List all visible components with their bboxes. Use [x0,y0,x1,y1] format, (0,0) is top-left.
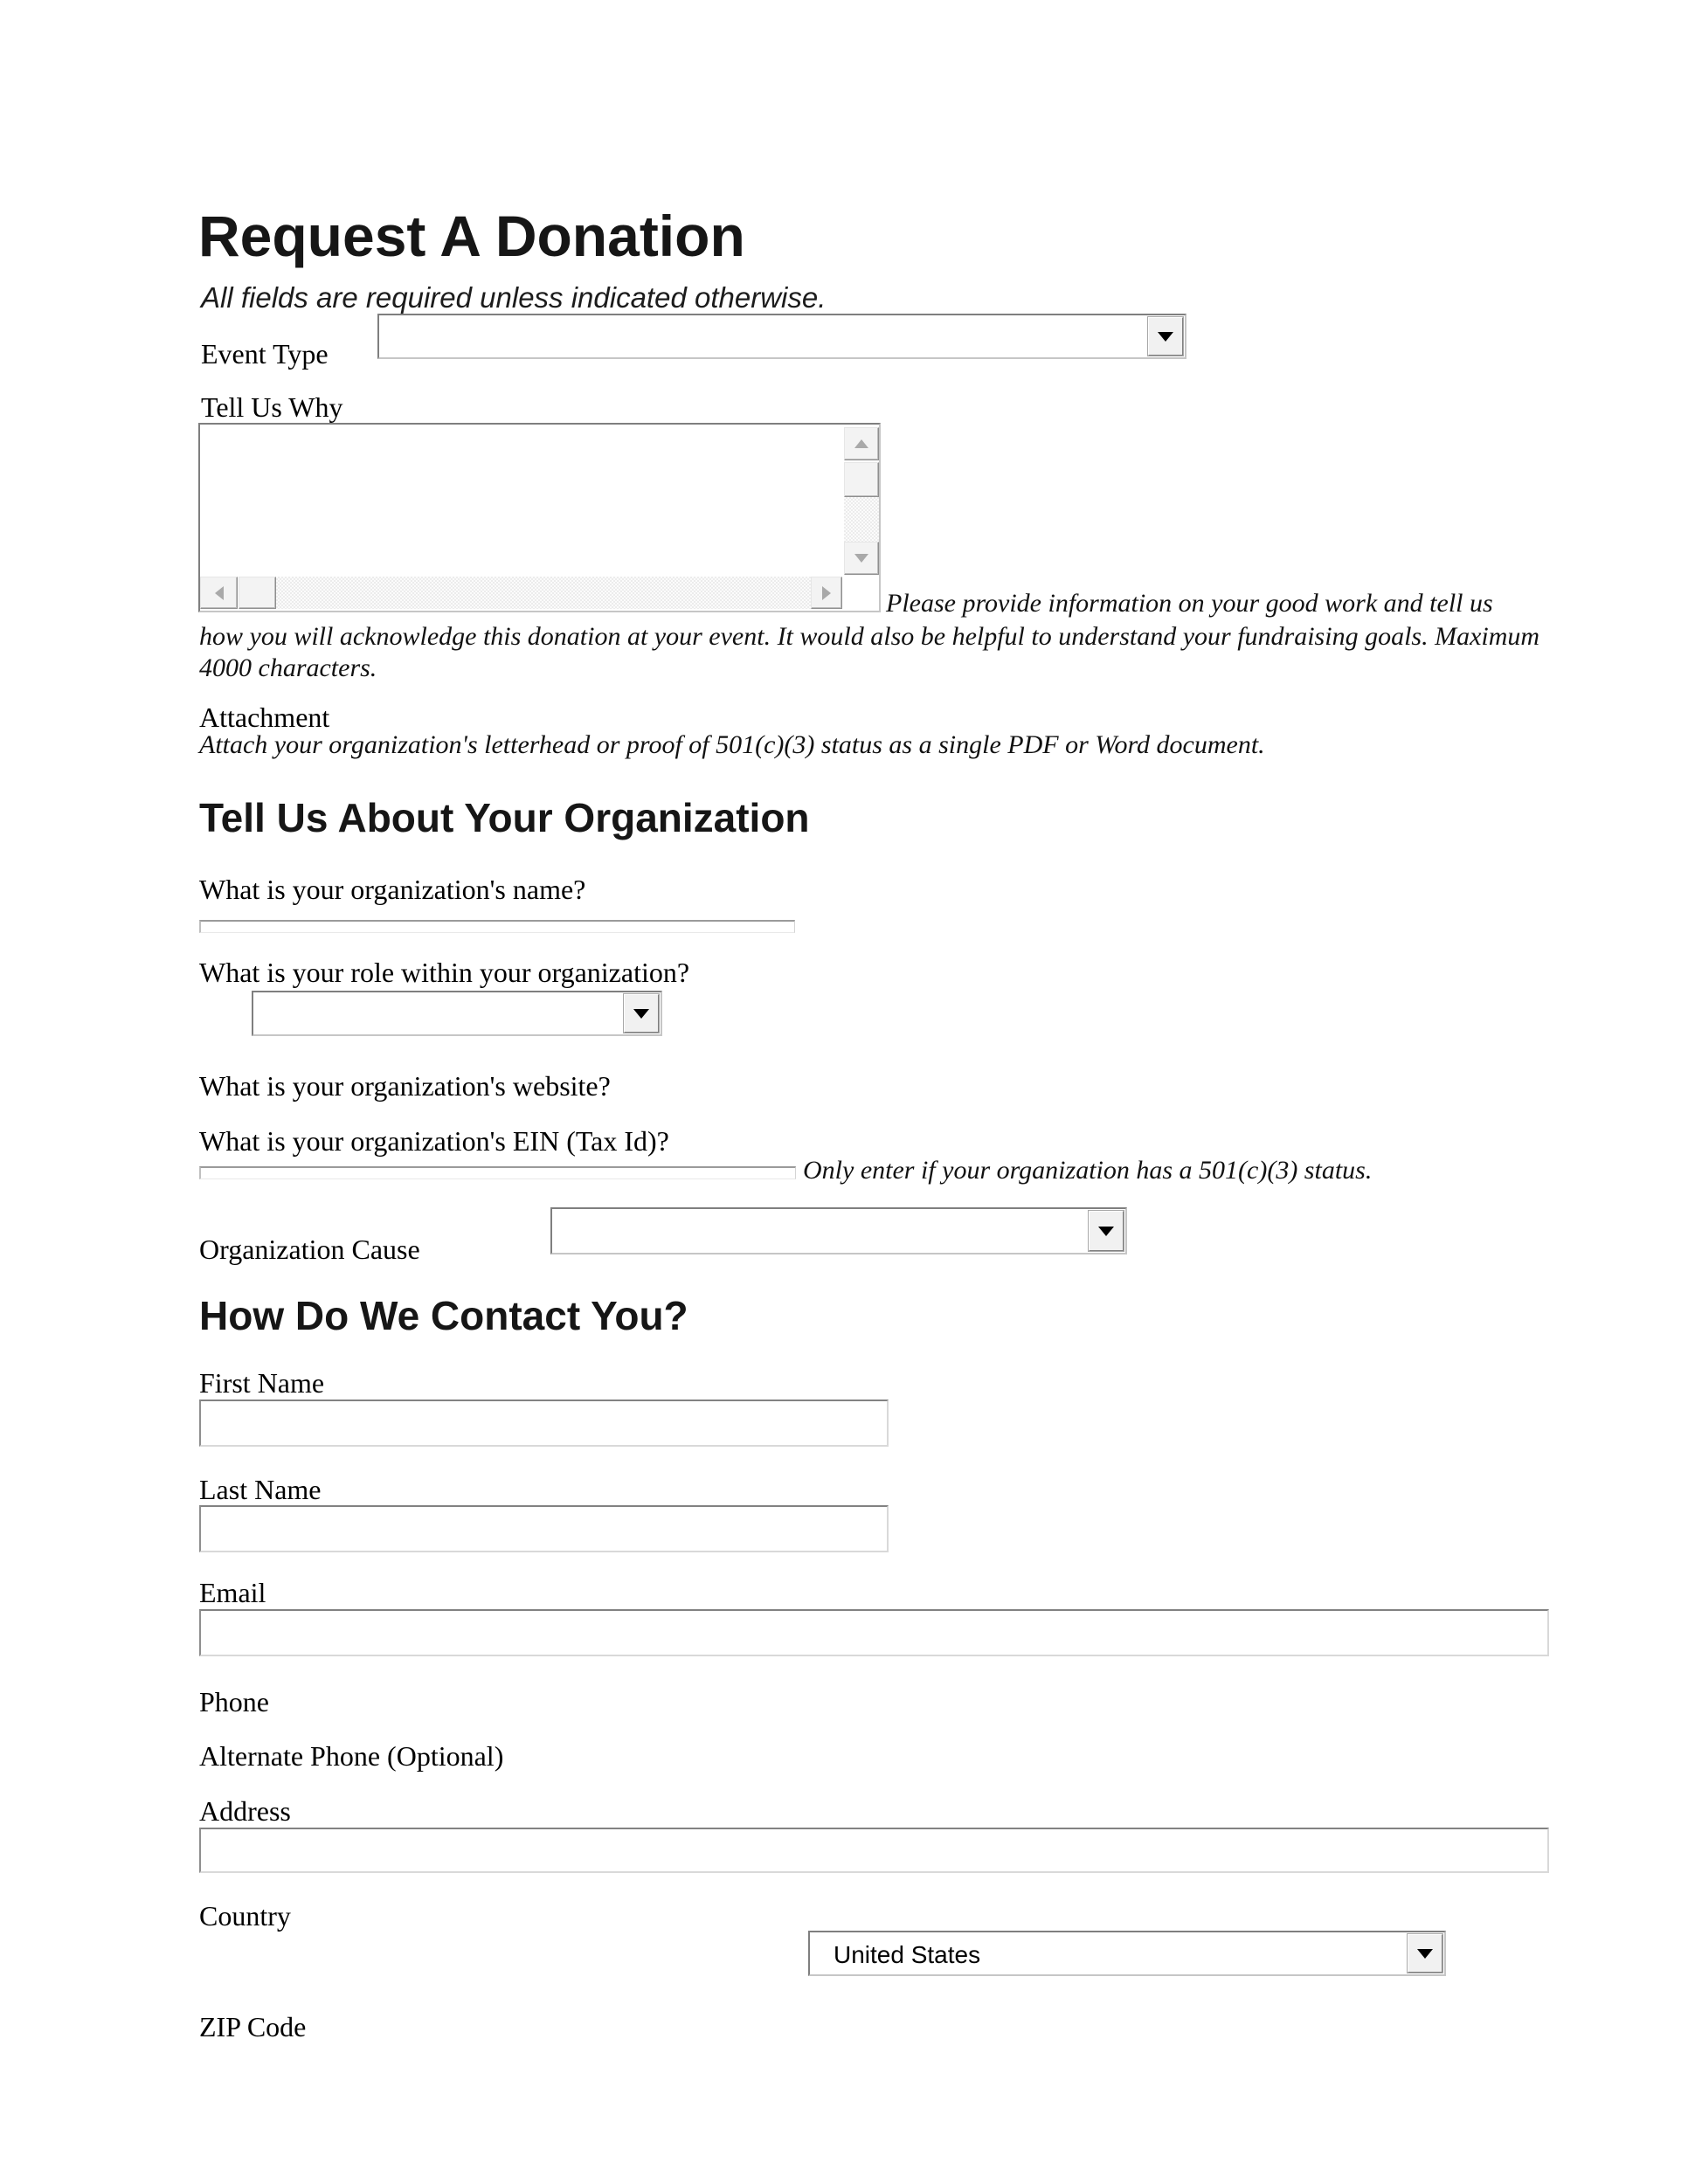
last-name-label: Last Name [199,1474,322,1505]
email-label: Email [199,1577,266,1608]
org-role-select[interactable] [252,991,662,1036]
org-cause-label: Organization Cause [199,1234,420,1265]
arrow-left-icon [215,586,224,600]
org-role-label: What is your role within your organization? [199,957,690,988]
attachment-label: Attachment [199,702,330,733]
address-label: Address [199,1795,291,1827]
org-ein-input[interactable] [199,1166,796,1179]
event-type-label: Event Type [201,338,329,370]
tell-us-why-help-line3: 4000 characters. [199,653,377,682]
contact-section-heading: How Do We Contact You? [199,1293,688,1338]
email-input[interactable] [201,1611,1547,1655]
first-name-field-box [199,1400,889,1447]
country-value: United States [834,1941,981,1968]
chevron-down-icon [1417,1949,1433,1959]
last-name-input[interactable] [201,1507,887,1551]
attachment-help: Attach your organization's letterhead or proof of 501(c)(3) status as a single PDF or Word document. [199,730,1265,759]
arrow-up-icon [854,439,868,448]
event-type-select[interactable] [377,314,1186,359]
tell-us-why-label: Tell Us Why [201,391,343,423]
country-label: Country [199,1900,291,1932]
organization-section-heading: Tell Us About Your Organization [199,795,810,840]
phone-label: Phone [199,1686,269,1717]
org-website-label: What is your organization's website? [199,1070,611,1102]
country-select[interactable] [808,1931,1446,1976]
org-name-input[interactable] [199,920,795,933]
last-name-field-box [199,1505,889,1552]
first-name-label: First Name [199,1367,325,1399]
tell-us-why-textarea[interactable] [198,423,881,612]
chevron-down-icon [633,1009,649,1019]
org-role-dropdown-button[interactable] [624,994,659,1033]
alt-phone-label: Alternate Phone (Optional) [199,1740,504,1772]
arrow-down-icon [854,554,868,563]
org-ein-note: Only enter if your organization has a 501(c)(3) status. [803,1156,1373,1185]
address-input[interactable] [201,1829,1547,1871]
scroll-left-button[interactable] [200,577,238,609]
vertical-scrollbar-track[interactable] [844,497,879,542]
first-name-input[interactable] [201,1401,887,1445]
scroll-up-button[interactable] [844,427,879,460]
vertical-scrollbar-thumb[interactable] [844,462,879,497]
org-cause-dropdown-button[interactable] [1089,1211,1124,1251]
zip-code-label: ZIP Code [199,2011,307,2042]
chevron-down-icon [1158,332,1173,342]
arrow-right-icon [822,586,831,600]
horizontal-scrollbar-thumb[interactable] [239,577,276,609]
org-ein-label: What is your organization's EIN (Tax Id)? [199,1125,669,1157]
tell-us-why-help-line2: how you will acknowledge this donation at your event. It would also be helpful to understand your fundraising goals. Maximum [199,622,1540,651]
country-dropdown-button[interactable] [1408,1934,1442,1973]
org-name-label: What is your organization's name? [199,874,586,905]
tell-us-why-help-line1: Please provide information on your good work and tell us [886,589,1493,618]
chevron-down-icon [1098,1227,1114,1236]
scroll-right-button[interactable] [811,577,842,609]
event-type-dropdown-button[interactable] [1148,317,1183,356]
required-note: All fields are required unless indicated otherwise. [201,281,827,314]
horizontal-scrollbar-track[interactable] [276,577,811,609]
org-cause-select[interactable] [550,1207,1127,1254]
address-field-box [199,1828,1549,1873]
email-field-box [199,1609,1549,1656]
scroll-down-button[interactable] [844,542,879,575]
page-title: Request A Donation [198,204,745,268]
